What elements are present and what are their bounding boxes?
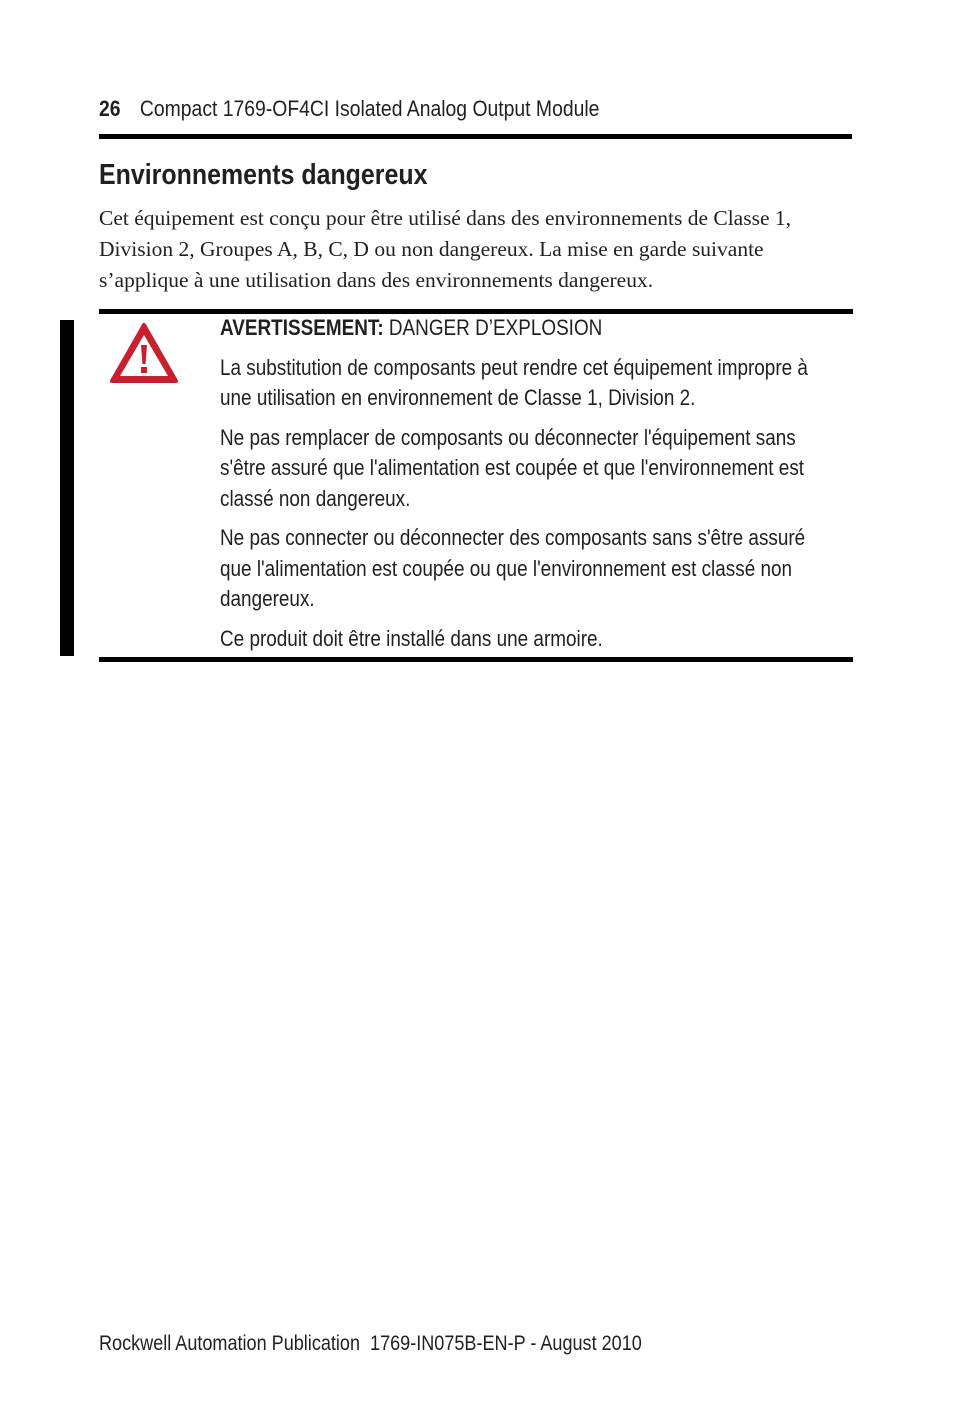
warning-label: AVERTISSEMENT: <box>220 315 384 340</box>
warning-paragraph <box>220 523 822 615</box>
page-footer: Rockwell Automation Publication 1769-IN075B-EN-P - August 2010 <box>99 1332 642 1355</box>
running-title: Compact 1769-OF4CI Isolated Analog Output Module <box>139 96 600 121</box>
section-title: Environnements dangereux <box>99 159 428 191</box>
warning-body <box>220 313 822 663</box>
warning-rule-bottom <box>99 657 853 662</box>
warning-line: s'être assuré que l'alimentation est coupée et que l'environnement est <box>220 455 805 480</box>
warning-line: une utilisation en environnement de Classe 1, Division 2. <box>220 385 696 410</box>
warning-line: Ne pas remplacer de composants ou déconnecter l'équipement sans <box>220 424 796 450</box>
page-number: 26 <box>99 96 121 121</box>
intro-line: Cet équipement est conçu pour être utilisé dans des environnements de Classe 1, <box>99 206 791 230</box>
warning-triangle-icon <box>109 322 179 384</box>
change-bar <box>60 320 74 656</box>
warning-paragraph <box>220 423 822 515</box>
warning-heading-text: DANGER D’EXPLOSION <box>383 315 603 340</box>
intro-line: Division 2, Groupes A, B, C, D ou non dangereux. La mise en garde suivante <box>99 237 764 261</box>
warning-heading <box>220 313 822 344</box>
intro-paragraph <box>99 203 859 296</box>
header-rule <box>99 134 852 139</box>
page-header <box>99 95 762 123</box>
warning-paragraph <box>220 624 822 655</box>
intro-line: s’applique à une utilisation dans des environnements dangereux. <box>99 268 654 292</box>
warning-line: Ce produit doit être installé dans une armoire. <box>220 625 603 651</box>
warning-line: dangereux. <box>220 586 315 611</box>
warning-line: que l'alimentation est coupée ou que l'environnement est classé non <box>220 555 793 581</box>
warning-paragraph <box>220 353 822 414</box>
warning-line: classé non dangereux. <box>220 485 411 511</box>
warning-line: La substitution de composants peut rendre cet équipement impropre à <box>220 354 808 380</box>
warning-line: Ne pas connecter ou déconnecter des composants sans s'être assuré <box>220 525 806 550</box>
